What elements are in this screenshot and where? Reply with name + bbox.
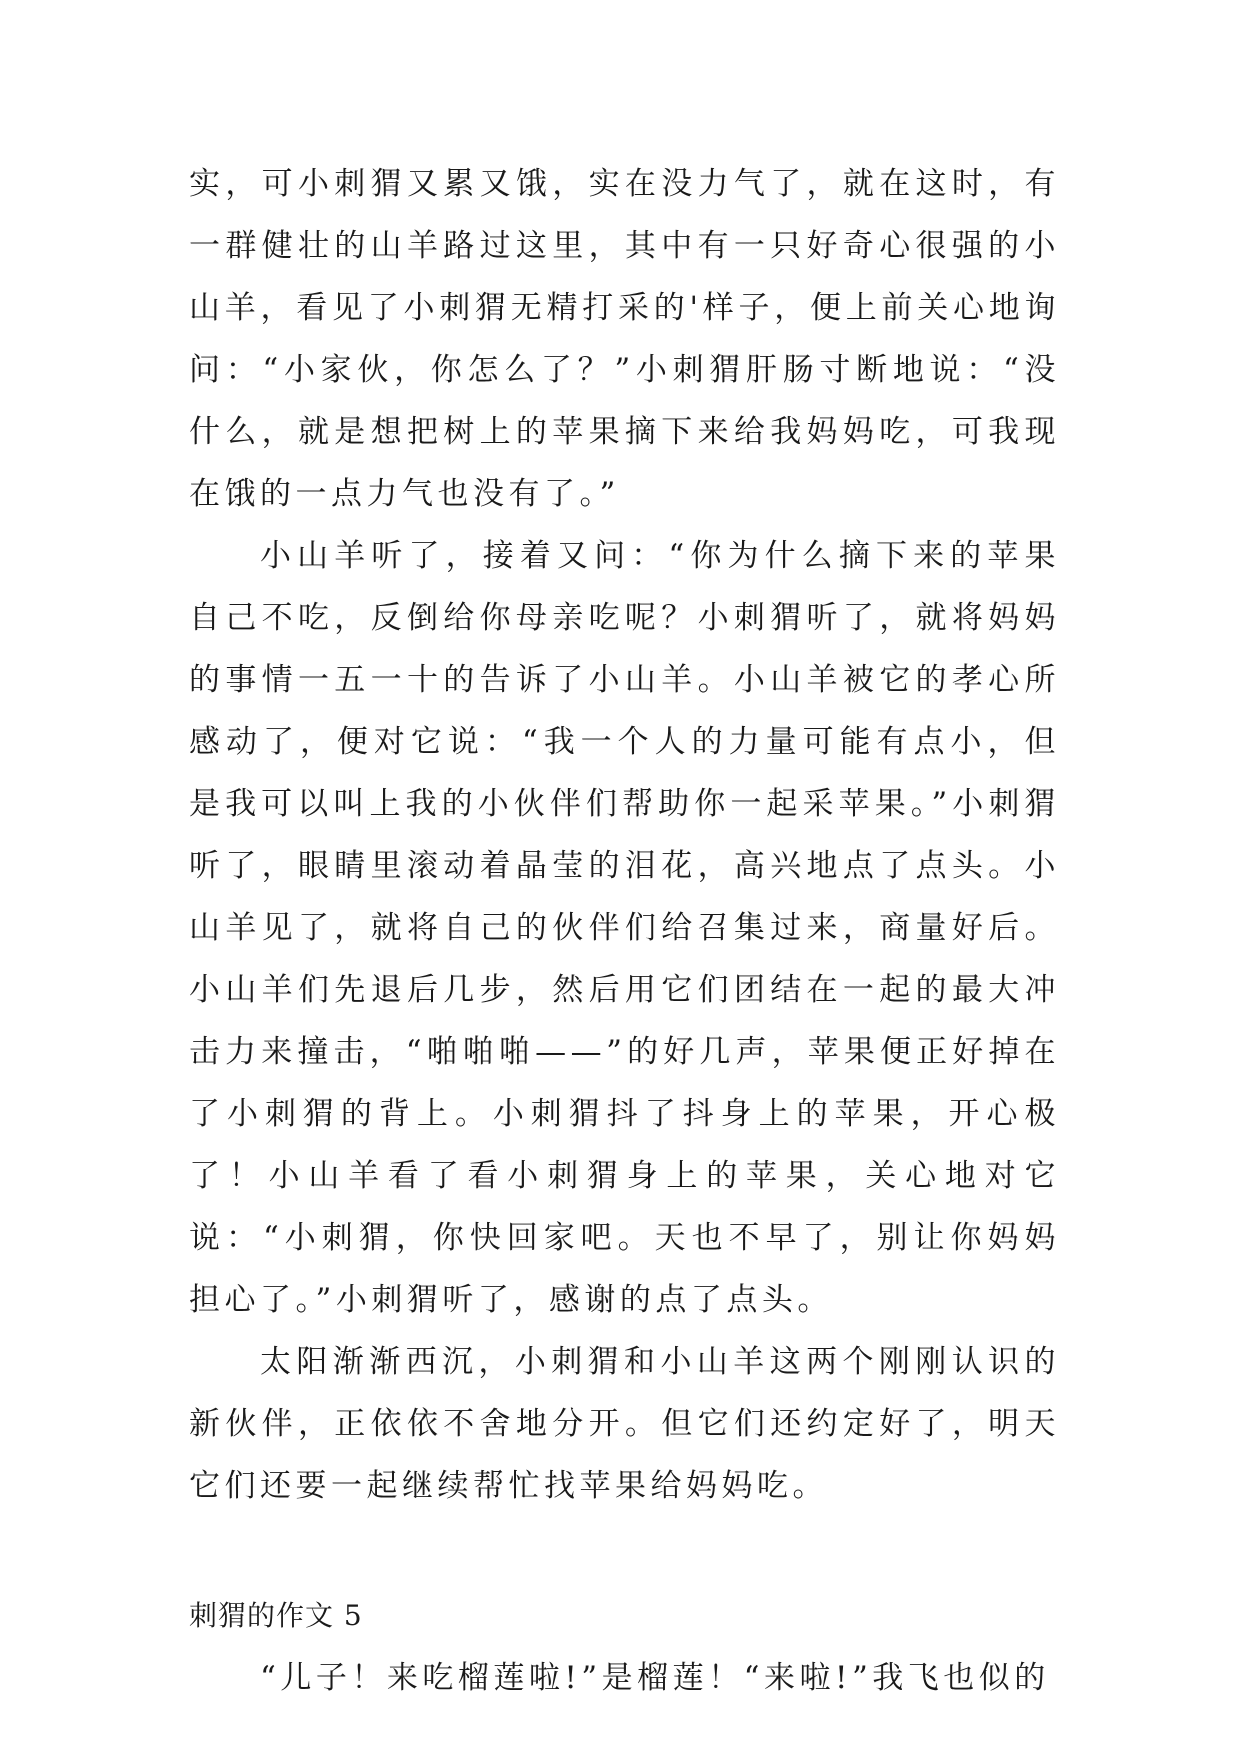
paragraph-little-goat: 小山羊听了，接着又问：“你为什么摘下来的苹果自己不吃，反倒给你母亲吃呢？小刺猬听了，就将妈妈的事情一五一十的告诉了小山羊。小山羊被它的孝心所感动了，便对它说：“我一个人的力量可能有点小，但是我可以叫上我的小伙伴们帮助你一起采苹果。”小刺猬听了，眼睛里滚动着晶莹的泪花，高兴地点了点头。小山羊见了，就将自己的伙伴们给召集过来，商量好后。小山羊们先退后几步，然后用它们团结在一起的最大冲击力来撞击，“啪啪啪——”的好几声，苹果便正好掉在了小刺猬的背上。小刺猬抖了抖身上的苹果，开心极了！小山羊看了看小刺猬身上的苹果，关心地对它说：“小刺猬，你快回家吧。天也不早了，别让你妈妈担心了。”小刺猬听了，感谢的点了点头。 xyxy=(189,538,1060,1318)
paragraph-sunset: 太阳渐渐西沉，小刺猬和小山羊这两个刚刚认识的新伙伴，正依依不舍地分开。但它们还约定好了，明天它们还要一起继续帮忙找苹果给妈妈吃。 xyxy=(189,1344,1060,1504)
document-body xyxy=(189,153,1060,1709)
paragraph-durian: “儿子！来吃榴莲啦!”是榴莲！“来啦!”我飞也似的 xyxy=(260,1660,1050,1696)
paragraph-continuation: 实，可小刺猬又累又饿，实在没力气了，就在这时，有一群健壮的山羊路过这里，其中有一只好奇心很强的小山羊，看见了小刺猬无精打采的'样子，便上前关心地询问：“小家伙，你怎么了？”小刺猬肝肠寸断地说：“没什么，就是想把树上的苹果摘下来给我妈妈吃，可我现在饿的一点力气也没有了。” xyxy=(189,166,1060,512)
section-heading: 刺猬的作文 5 xyxy=(189,1599,363,1632)
